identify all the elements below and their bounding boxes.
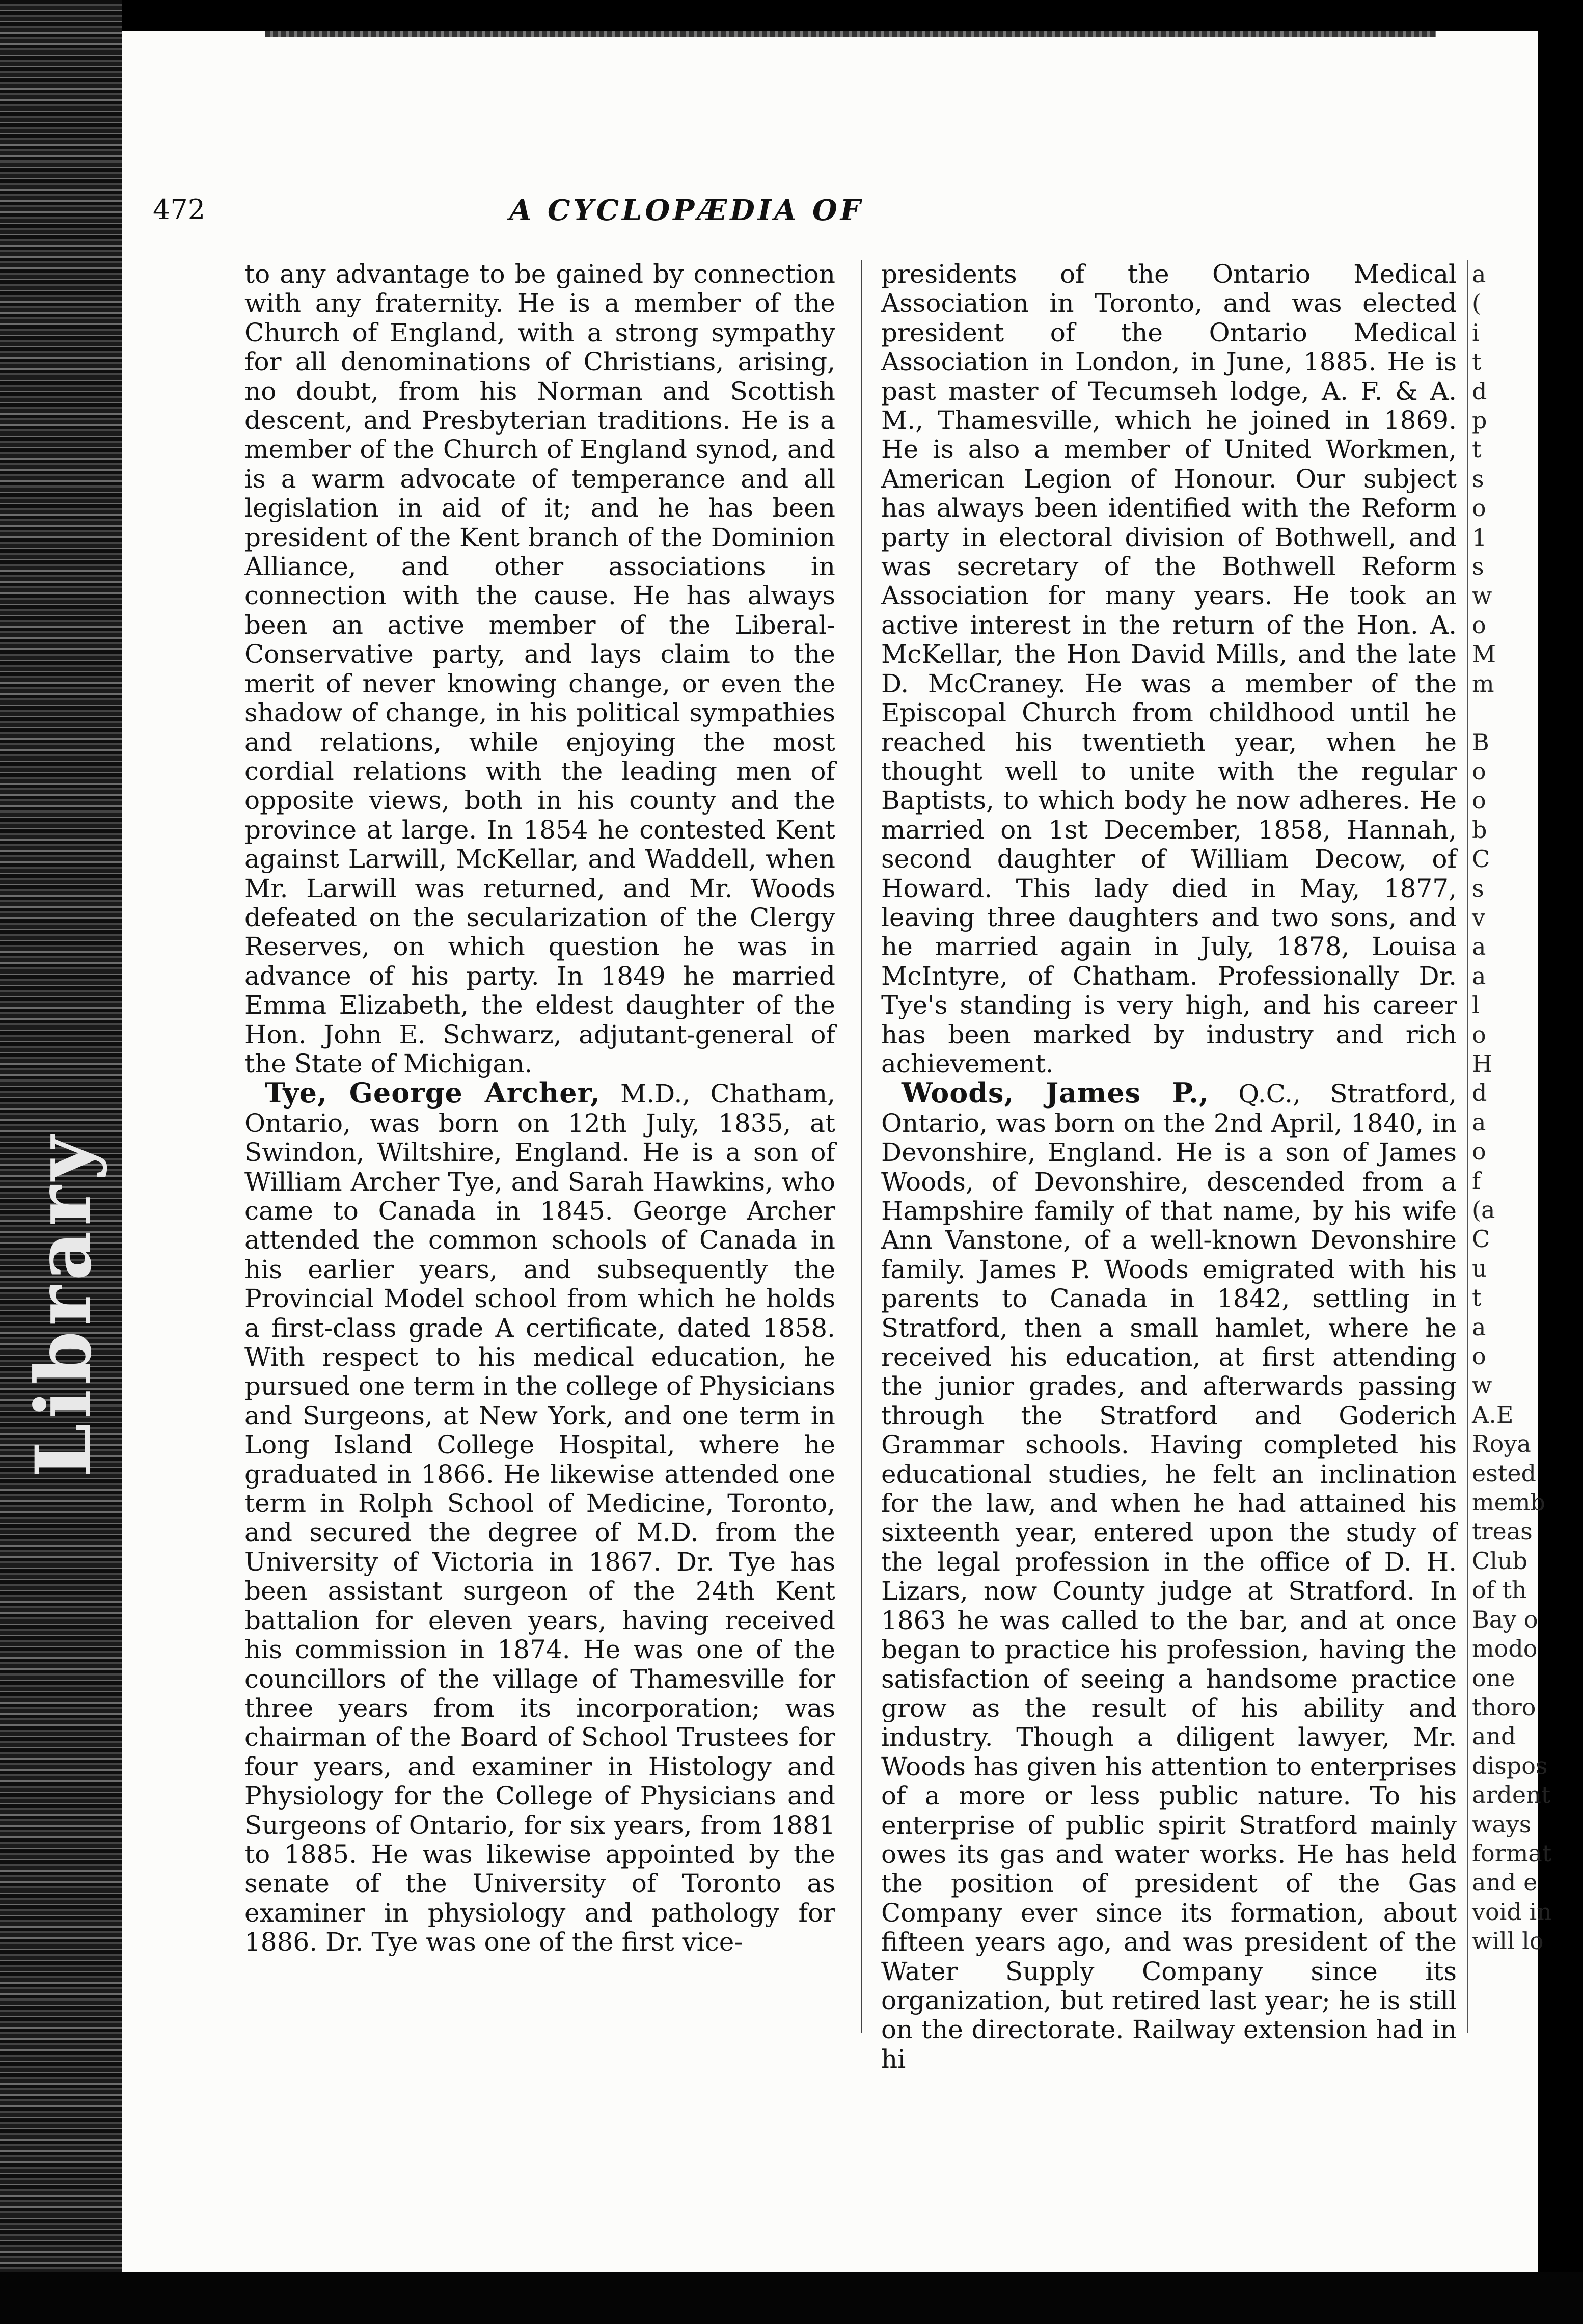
edge-fragment: of th [1472, 1576, 1527, 1604]
edge-fragment: Club [1472, 1547, 1527, 1575]
edge-fragment: t [1472, 1284, 1482, 1312]
edge-fragment: 1 [1472, 523, 1487, 551]
edge-fragment: d [1472, 377, 1487, 405]
continuation-paragraph: presidents of the Ontario Medical Association in Toronto, and was elected president of the Ontario Medical Association in London, in June, 1885. He is past master of Tecumseh lodge, A. F. & A. M., Thamesville, which he joined in 1869. He is also a member of United Workmen, American Legion of Honour. Our subject has always been identified with the Reform party in electoral division of Bothwell, and was secretary of the Bothwell Reform Association for many years. He took an active interest in the return of the Hon. A. McKellar, the Hon David Mills, and the late D. McCraney. He was a member of the Episcopal Church from childhood until he reached his twentieth year, when he thought well to unite with the regular Baptists, to which body he now adheres. He married on 1st December, 1858, Hannah, second daughter of William Decow, of Howard. This lady died in May, 1877, leaving three daughters and two sons, and he married again in July, 1878, Louisa McIntyre, of Chatham. Professionally Dr. Tye's standing is very high, and his career has been marked by industry and rich achievement. [881, 259, 1457, 1078]
edge-fragment: void in [1472, 1898, 1552, 1926]
edge-fragment: dispos [1472, 1751, 1548, 1779]
edge-fragment: m [1472, 669, 1494, 697]
edge-fragment: will lo [1472, 1927, 1544, 1955]
edge-fragment: ( [1472, 289, 1481, 317]
edge-fragment: d [1472, 1079, 1487, 1107]
edge-fragment: w [1472, 1371, 1492, 1399]
cut-off-column [1472, 260, 1552, 2053]
edge-fragment: ways [1472, 1810, 1532, 1838]
edge-fragment: o [1472, 611, 1486, 639]
edge-fragment: memb [1472, 1489, 1545, 1517]
entry-name: Tye, George Archer, [265, 1076, 601, 1110]
edge-fragment: ardent [1472, 1781, 1551, 1809]
continuation-paragraph: to any advantage to be gained by connection with any fraternity. He is a member of the Church of England, with a strong sympathy for all denominations of Christians, arising, no doubt, from his Norman and Scottish descent, and Presbyterian traditions. He is a member of the Church of England synod, and is a warm advocate of temperance and all legislation in aid of it; and he has been president of the Kent branch of the Dominion Alliance, and other associations in connection with the cause. He has always been an active member of the Liberal-Conservative party, and lays claim to the merit of never knowing change, or even the shadow of change, in his political sympathies and relations, while enjoying the most cordial relations with the leading men of opposite views, both in his county and the province at large. In 1854 he contested Kent against Larwill, McKellar, and Waddell, when Mr. Larwill was returned, and Mr. Woods defeated on the secularization of the Clergy Reserves, on which question he was in advance of his party. In 1849 he married Emma Elizabeth, the eldest daughter of the Hon. John E. Schwarz, adjutant-general of the State of Michigan. [244, 259, 835, 1078]
edge-fragment: a [1472, 962, 1486, 990]
edge-fragment: s [1472, 874, 1484, 902]
edge-fragment: o [1472, 757, 1486, 785]
edge-fragment: Roya [1472, 1430, 1531, 1458]
edge-fragment: H [1472, 1049, 1493, 1077]
edge-fragment: treas [1472, 1518, 1533, 1546]
edge-fragment: C [1472, 845, 1490, 873]
edge-fragment: B [1472, 728, 1489, 756]
edge-fragment [1472, 698, 1538, 727]
edge-fragment: (a [1472, 1196, 1495, 1224]
column-divider-edge [1467, 260, 1468, 2033]
scan-edge-bottom [0, 2272, 1583, 2324]
entry-text: Q.C., Stratford, Ontario, was born on the 2nd April, 1840, in Devonshire, England. He is a son of James Woods, of Devonshire, descended from a Hampshire family of that name, by his wife Ann Vanstone, of a well-known Devonshire family. James P. Woods emigrated with his parents to Canada in 1842, settling in Stratford, then a small hamlet, where he received his education, at first attending the junior grades, and afterwards passing through the Stratford and Goderich Grammar schools. Having completed his educational studies, he felt an inclination for the law, and when he had attained his sixteenth year, entered upon the study of the legal profession in the office of D. H. Lizars, now County judge at Stratford. In 1863 he was called to the bar, and at once began to practice his profession, having the satisfaction of seeing a handsome practice grow as the result of his ability and industry. Though a diligent lawyer, Mr. Woods has given his attention to enterprises of a more or less public nature. To his enterprise of public spirit Stratford mainly owes its gas and water works. He has held the position of president of the Gas Company ever since its formation, about fifteen years ago, and was president of the Water Supply Company since its organization, but retired last year; he is still on the directorate. Railway extension had in hi [881, 1079, 1457, 2074]
edge-fragment: and e [1472, 1869, 1538, 1897]
column-divider [861, 260, 862, 2033]
edge-fragment: t [1472, 436, 1482, 464]
edge-fragment: modo [1472, 1635, 1538, 1663]
edge-fragment: v [1472, 903, 1485, 931]
edge-fragment: o [1472, 494, 1486, 522]
edge-fragment: a [1472, 933, 1486, 961]
edge-fragment: format [1472, 1839, 1552, 1867]
edge-fragment: i [1472, 318, 1480, 346]
page-number: 472 [153, 194, 206, 226]
edge-fragment: a [1472, 1108, 1486, 1136]
edge-fragment: A.E [1472, 1400, 1514, 1428]
right-column [881, 259, 1457, 2074]
edge-fragment: p [1472, 407, 1487, 435]
edge-fragment: b [1472, 816, 1487, 844]
edge-fragment: o [1472, 787, 1486, 815]
edge-fragment: thoro [1472, 1693, 1536, 1721]
edge-fragment: o [1472, 1138, 1486, 1166]
entry-text: M.D., Chatham, Ontario, was born on 12th July, 1835, at Swindon, Wiltshire, England. He is a son of William Archer Tye, and Sarah Hawkins, who came to Canada in 1845. George Archer attended the common schools of Canada in his earlier years, and subsequently the Provincial Model school from which he holds a first-class grade A certificate, dated 1858. With respect to his medical education, he pursued one term in the college of Physicians and Surgeons, at New York, and one term in Long Island College Hospital, where he graduated in 1866. He likewise attended one term in Rolph School of Medicine, Toronto, and secured the degree of M.D. from the University of Victoria in 1867. Dr. Tye has been assistant surgeon of the 24th Kent battalion for eleven years, having received his commission in 1874. He was one of the councillors of the village of Thamesville for three years from its incorporation; was chairman of the Board of School Trustees for four years, and examiner in Histology and Physiology for the College of Physicians and Surgeons of Ontario, for six years, from 1881 to 1885. He was likewise appointed by the senate of the University of Toronto as examiner in physiology and pathology for 1886. Dr. Tye was one of the first vice- [244, 1079, 835, 1957]
edge-fragment: u [1472, 1254, 1487, 1282]
edge-fragment: and [1472, 1722, 1516, 1750]
spine-stamp: Library [19, 1131, 108, 1477]
left-column [244, 260, 835, 2053]
top-rule [265, 31, 1436, 37]
edge-fragment: w [1472, 582, 1492, 610]
edge-fragment: one [1472, 1664, 1515, 1692]
edge-fragment: o [1472, 1342, 1486, 1370]
page-header [153, 194, 1070, 234]
entry-name: Woods, James P., [902, 1076, 1209, 1110]
edge-fragment: C [1472, 1225, 1490, 1253]
edge-fragment: o [1472, 1020, 1486, 1048]
edge-fragment: ested [1472, 1459, 1536, 1487]
entry-paragraph [244, 1078, 835, 1957]
edge-fragment: l [1472, 991, 1480, 1019]
running-head: A CYCLOPÆDIA OF [509, 194, 864, 227]
edge-fragment: t [1472, 348, 1482, 376]
edge-fragment: a [1472, 260, 1486, 288]
edge-fragment: s [1472, 465, 1484, 493]
edge-fragment: f [1472, 1167, 1481, 1195]
entry-paragraph [881, 1078, 1457, 2074]
edge-fragment: s [1472, 553, 1484, 581]
edge-fragment: a [1472, 1313, 1486, 1341]
edge-fragment: Bay o [1472, 1605, 1538, 1633]
edge-fragment: M [1472, 640, 1496, 668]
